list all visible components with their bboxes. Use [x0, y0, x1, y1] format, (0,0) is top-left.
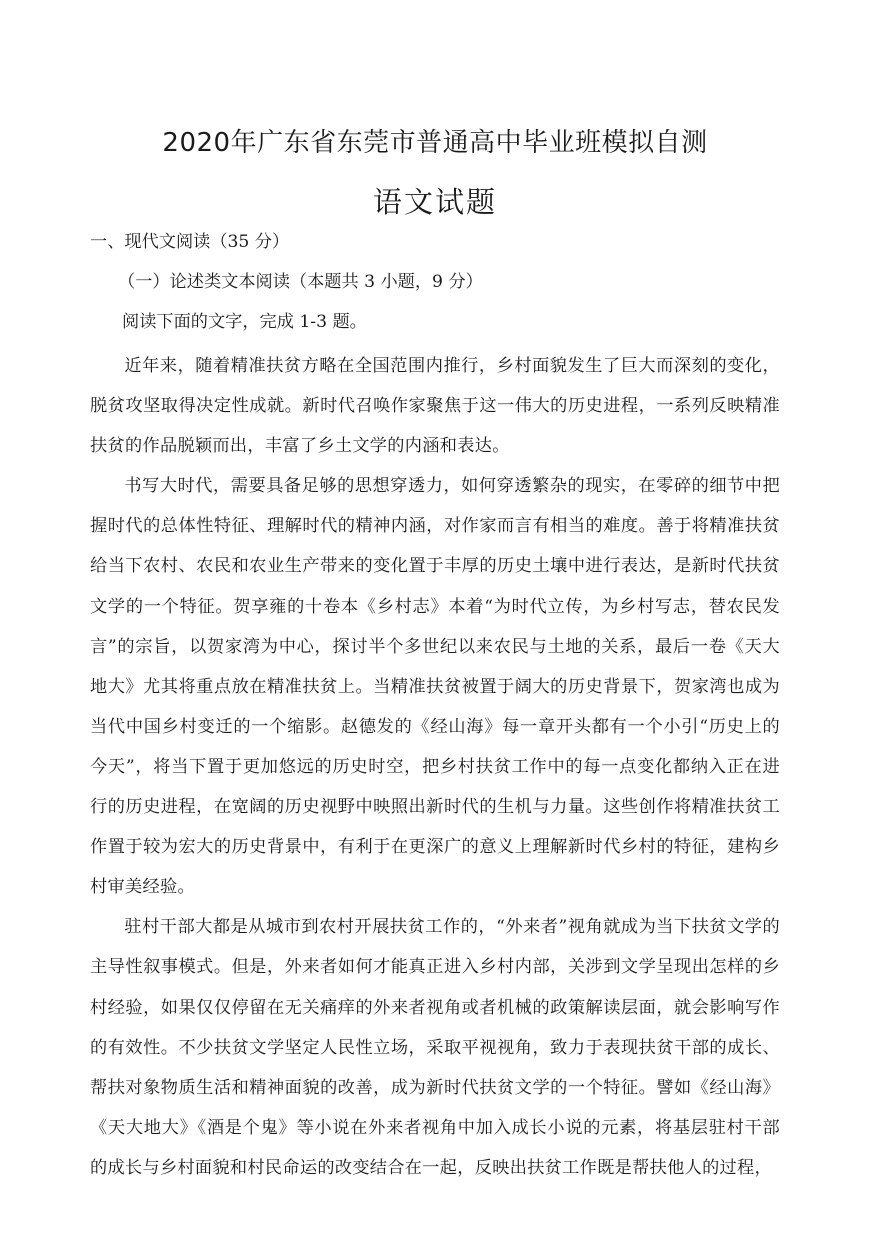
- section-heading: 一、现代文阅读（35 分）: [90, 232, 290, 252]
- document-title: 2020年广东省东莞市普通高中毕业班模拟自测: [162, 128, 708, 158]
- paragraph-2: 书写大时代，需要具备足够的思想穿透力，如何穿透繁杂的现实，在零碎的细节中把握时代的总体性特征、理解时代的精神内涵，对作家而言有相当的难度。善于将精准扶贫给当下农村、农民和农业生产带来的变化置于丰厚的历史土壤中进行表达，是新时代扶贫文学的一个特征。贺享雍的十卷本《乡村志》本着“为时代立传，为乡村写志，替农民发言”的宗旨，以贺家湾为中心，探讨半个多世纪以来农民与土地的关系，最后一卷《天大地大》尤其将重点放在精准扶贫上。当精准扶贫被置于阔大的历史背景下，贺家湾也成为当代中国乡村变迁的一个缩影。赵德发的《经山海》每一章开头都有一个小引“历史上的今天”，将当下置于更加悠远的历史时空，把乡村扶贫工作中的每一点变化都纳入正在进行的历史进程，在宽阔的历史视野中映照出新时代的生机与力量。这些创作将精准扶贫工作置于较为宏大的历史背景中，有利于在更深广的意义上理解新时代乡村的特征，建构乡村审美经验。: [90, 476, 780, 898]
- article-body: [90, 346, 780, 1188]
- paragraph-3: 驻村干部大都是从城市到农村开展扶贫工作的，“外来者”视角就成为当下扶贫文学的主导性叙事模式。但是，外来者如何才能真正进入乡村内部，关涉到文学呈现出怎样的乡村经验，如果仅仅停留在无关痛痒的外来者视角或者机械的政策解读层面，就会影响写作的有效性。不少扶贫文学坚定人民性立场，采取平视视角，致力于表现扶贫干部的成长、帮扶对象物质生活和精神面貌的改善，成为新时代扶贫文学的一个特征。譬如《经山海》《天大地大》《酒是个鬼》等小说在外来者视角中加入成长小说的元素，将基层驻村干部的成长与乡村面貌和村民命运的改变结合在一起，反映出扶贫工作既是帮扶他人的过程，: [90, 917, 780, 1178]
- instruction-text: 阅读下面的文字，完成 1-3 题。: [122, 312, 367, 332]
- subsection-heading: （一）论述类文本阅读（本题共 3 小题，9 分）: [118, 272, 483, 292]
- paragraph-1: 近年来，随着精准扶贫方略在全国范围内推行，乡村面貌发生了巨大而深刻的变化，脱贫攻坚取得决定性成就。新时代召唤作家聚焦于这一伟大的历史进程，一系列反映精准扶贫的作品脱颖而出，丰富了乡土文学的内涵和表达。: [90, 356, 780, 457]
- document-subtitle: 语文试题: [372, 185, 497, 219]
